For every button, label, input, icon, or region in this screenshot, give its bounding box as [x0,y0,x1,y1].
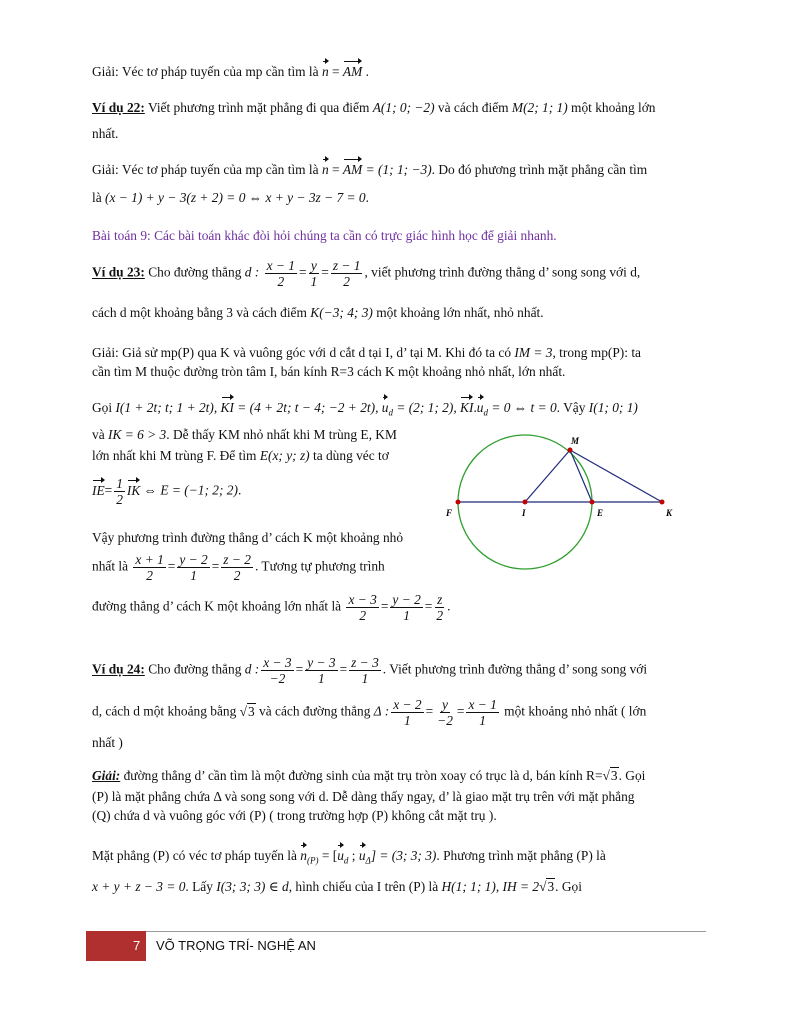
geometry-figure [440,420,690,580]
text-line: Giải: Véc tơ pháp tuyến của mp cần tìm là n = AM . [92,64,369,79]
page-number: 7 [133,938,141,953]
text-line: nhất ) [92,735,123,750]
segment-im [525,450,570,502]
point-m [568,448,573,453]
text-line: Mặt phẳng (P) có véc tơ pháp tuyến là $n_{(P)} = [u_d$ ; $u_\Delta] = (3$; 3; 3). Phương trình mặt phẳng (P) là [92,848,606,866]
text-line: x + y + z − 3 = 0. Lấy I(3; 3; 3) ∈ d, hình chiếu của I trên (P) là H(1; 1; 1), IH = 2√3. Gọi [92,879,582,894]
problem-9-title: Bài toán 9: Các bài toán khác đòi hỏi chúng ta cần có trực giác hình học để giải nhanh. [92,228,557,243]
segment-me [570,450,592,502]
example-22: Ví dụ 22: Viết phương trình mặt phẳng đi qua điểm A(1; 0; −2) và cách điểm M(2; 1; 1) một khoảng lớn [92,100,656,115]
text-line: đường thẳng d’ cách K một khoảng lớn nhất là $\frac{x - 3}{2}$ = $\frac{y - 2}{1}$ = $\frac{z}{2}$ . [92,592,451,623]
solution-22: Giải: Véc tơ pháp tuyến của mp cần tìm là n = AM = (1; 1; −3). Do đó phương trình mặt phẳng cần tìm [92,162,648,177]
text-line: Giải: đường thẳng d’ cần tìm là một đường sinh của mặt trụ tròn xoay có trục là d, bán kính R=√3. Gọi [92,768,646,783]
fraction: $\frac{z - 1}{2}$ [332,258,361,289]
label-m: M [571,436,580,446]
text-line: IE= $\frac{1}{2}$ IK ⇔ E = (−1; 2; 2). [92,476,242,507]
point-e [590,500,595,505]
text-line: nhất. [92,126,119,141]
label-i: I [522,508,526,518]
label-f: F [446,508,453,518]
point-k [660,500,665,505]
example-23: Ví dụ 23: Cho đường thẳng d : $\frac{x - 1}{2}$ = $\frac{y}{1}$ = $\frac{z - 1}{2}$ , viết phương trình đường thẳng d’ song song với d, [92,258,641,289]
vector-n: n [321,64,329,79]
fraction: $\frac{y}{1}$ [310,258,318,289]
example-heading: Ví dụ 22: [92,100,145,115]
text-line: và IK = 6 > 3. Dễ thấy KM nhỏ nhất khi M trùng E, KM [92,427,397,442]
text-line: (Q) chứa d và vuông góc với (P) ( trong trường hợp (P) không cắt mặt trụ ). [92,808,497,823]
text-line: là (x − 1) + y − 3(z + 2) = 0 ⇔ x + y − 3z − 7 = 0. [92,190,369,205]
example-24: Ví dụ 24: Cho đường thẳng d : $\frac{x - 3}{-2}$ = $\frac{y - 3}{1}$ = $\frac{z - 3}{1}$ . Viết phương trình đường thẳng d’ song song với [92,655,648,686]
point-f [456,500,461,505]
point-i [523,500,528,505]
text-line: lớn nhất khi M trùng F. Để tìm E(x; y; z) ta dùng véc tơ [92,448,389,463]
text-line: d, cách d một khoảng bằng √3 và cách đường thẳng Δ : $\frac{x - 2}{1}$ = $\frac{y}{-2}$ = $\frac{x - 1}{1}$ một khoảng nhỏ nhất ( lớn [92,697,647,728]
footer-author: VÕ TRỌNG TRÍ- NGHỆ AN [156,938,316,953]
text-line: nhất là $\frac{x + 1}{2}$ = $\frac{y - 2}{1}$ = $\frac{z - 2}{2}$ . Tương tự phương trình [92,552,385,583]
label-k: K [666,508,673,518]
label-e: E [597,508,604,518]
text-line: Giải: Giả sử mp(P) qua K và vuông góc với d cắt d tại I, d’ tại M. Khi đó ta có IM = 3, trong mp(P): ta [92,345,641,360]
text-line: Gọi I(1 + 2t; t; 1 + 2t), KI = (4 + 2t; t − 4; −2 + 2t), $u_d = (2$; 1; 2), $KI.u_d = 0$ ⇔ t = 0. Vậy I(1; 0; 1) [92,400,638,418]
footer-line [146,931,706,932]
text-line: cách d một khoảng bằng 3 và cách điểm K(−3; 4; 3) một khoảng lớn nhất, nhỏ nhất. [92,305,544,320]
fraction: $\frac{x - 1}{2}$ [266,258,295,289]
text-line: cần tìm M thuộc đường tròn tâm I, bán kính R=3 cách K một khoảng nhỏ nhất, lớn nhất. [92,364,566,379]
segment-mk [570,450,662,502]
text-line: (P) là mặt phẳng chứa Δ và song song với d. Dễ dàng thấy ngay, d’ là giao mặt trụ trên với mặt phẳng [92,789,635,804]
text-line: Vậy phương trình đường thẳng d’ cách K một khoảng nhỏ [92,530,404,545]
vector-am: AM [342,64,363,79]
